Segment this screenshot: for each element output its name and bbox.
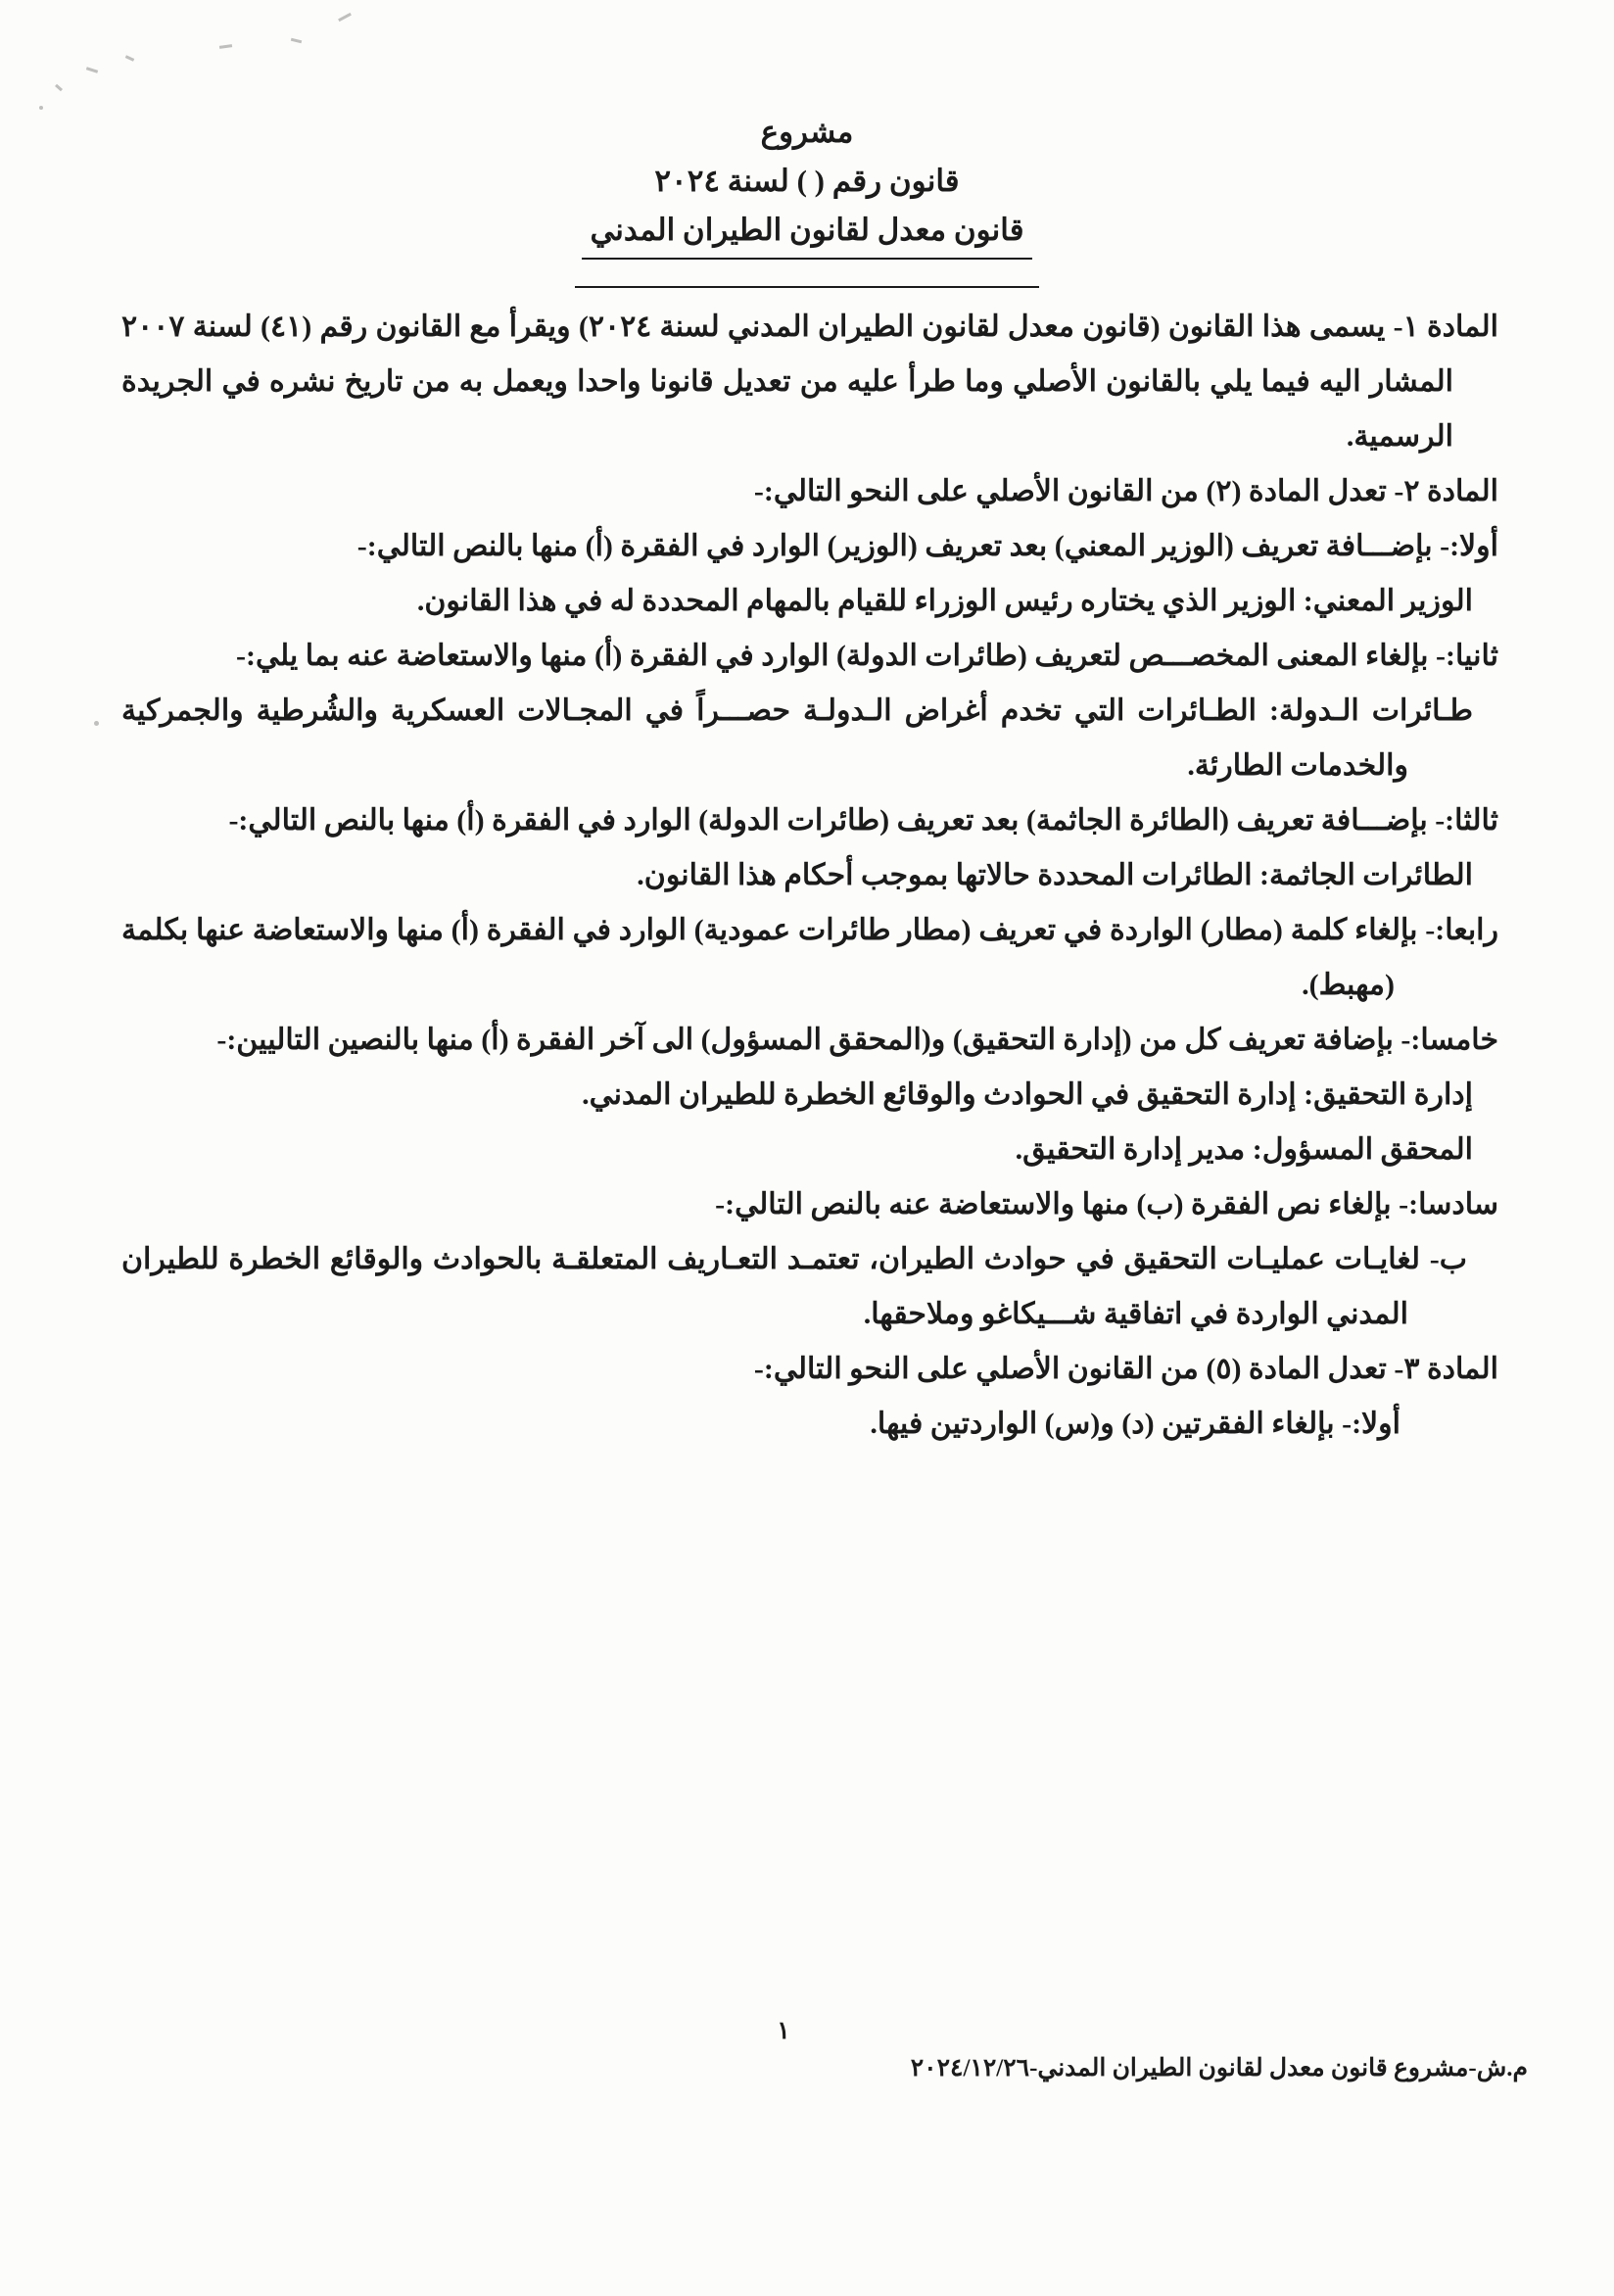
paragraph-definition-grounded-aircraft: الطائرات الجاثمة: الطائرات المحددة حالاتها بموجب أحكام هذا القانون. <box>637 859 1473 891</box>
doc-title-law-name: قانون معدل لقانون الطيران المدني <box>582 206 1031 260</box>
doc-title-law-name-line <box>0 206 1614 260</box>
document-body <box>121 300 1498 1452</box>
paragraph-article-3: المادة ٣- تعدل المادة (٥) من القانون الأصلي على النحو التالي:- <box>753 1353 1498 1385</box>
paragraph-clause-third: ثالثا:- بإضـــافة تعريف (الطائرة الجاثمة) بعد تعريف (طائرات الدولة) الوارد في الفقرة (أ) منها بالنص التالي:- <box>228 804 1498 837</box>
scan-artifact-8 <box>94 721 99 726</box>
paragraph-clause-article3-first: أولا:- بإلغاء الفقرتين (د) و(س) الواردتين فيها. <box>870 1408 1400 1440</box>
doc-title-word: مشروع <box>760 115 854 149</box>
scan-artifact-6 <box>55 84 63 92</box>
doc-title-law-number: قانون رقم ( ) لسنة ٢٠٢٤ <box>654 164 960 198</box>
paragraph-clause-second: ثانيا:- بإلغاء المعنى المخصـــص لتعريف (طائرات الدولة) الوارد في الفقرة (أ) منها والاستعاضة عنه بما يلي:- <box>235 640 1498 672</box>
paragraph-definition-chief-investigator: المحقق المسؤول: مدير إدارة التحقيق. <box>1015 1133 1473 1166</box>
scan-artifact-1 <box>338 13 352 22</box>
paragraph-definition-investigation-dept: إدارة التحقيق: إدارة التحقيق في الحوادث والوقائع الخطرة للطيران المدني. <box>582 1078 1473 1111</box>
scan-artifact-4 <box>125 55 134 61</box>
footer-reference: م.ش-مشروع قانون معدل لقانون الطيران المدني-٢٠٢٤/١٢/٢٦ <box>910 2055 1528 2081</box>
paragraph-subclause-b: ب- لغايـات عمليـات التحقيق في حوادث الطيران، تعتمـد التعـاريف المتعلقـة بالحوادث والوقائع الخطرة للطيران المدني الواردة في اتفاقية شـــيكاغو وملاحقها. <box>121 1243 1467 1330</box>
paragraph-clause-sixth: سادسا:- بإلغاء نص الفقرة (ب) منها والاستعاضة عنه بالنص التالي:- <box>715 1188 1498 1220</box>
paragraph-clause-fourth: رابعا:- بإلغاء كلمة (مطار) الواردة في تعريف (مطار طائرات عمودية) الوارد في الفقرة (أ) منها والاستعاضة عنها بكلمة (مهبط). <box>121 914 1498 1001</box>
paragraph-definition-state-aircraft: طـائرات الـدولة: الطـائرات التي تخدم أغراض الـدولـة حصـــراً في المجـالات العسكرية والشُرطية والجمركية والخدمات الطارئة. <box>121 694 1473 782</box>
scan-artifact-5 <box>86 67 98 73</box>
paragraph-clause-first: أولا:- بإضـــافة تعريف (الوزير المعني) بعد تعريف (الوزير) الوارد في الفقرة (أ) منها بالنص التالي:- <box>356 530 1498 562</box>
scan-artifact-2 <box>291 38 302 44</box>
title-separator-line <box>575 286 1039 288</box>
title-block <box>0 108 1614 260</box>
paragraph-definition-minister: الوزير المعني: الوزير الذي يختاره رئيس الوزراء للقيام بالمهام المحددة له في هذا القانون. <box>416 585 1473 617</box>
paragraph-article-1: المادة ١- يسمى هذا القانون (قانون معدل لقانون الطيران المدني لسنة ٢٠٢٤) ويقرأ مع القانون رقم (٤١) لسنة ٢٠٠٧ المشار اليه فيما يلي بالقانون الأصلي وما طرأ عليه من تعديل قانونا واحدا ويعمل به من تاريخ نشره في الجريدة الرسمية. <box>121 311 1498 453</box>
scan-artifact-3 <box>219 44 232 49</box>
page-number: ١ <box>777 2018 790 2044</box>
paragraph-article-2: المادة ٢- تعدل المادة (٢) من القانون الأصلي على النحو التالي:- <box>753 475 1498 507</box>
paragraph-clause-fifth: خامسا:- بإضافة تعريف كل من (إدارة التحقيق) و(المحقق المسؤول) الى آخر الفقرة (أ) منها بالنصين التاليين:- <box>216 1024 1498 1056</box>
